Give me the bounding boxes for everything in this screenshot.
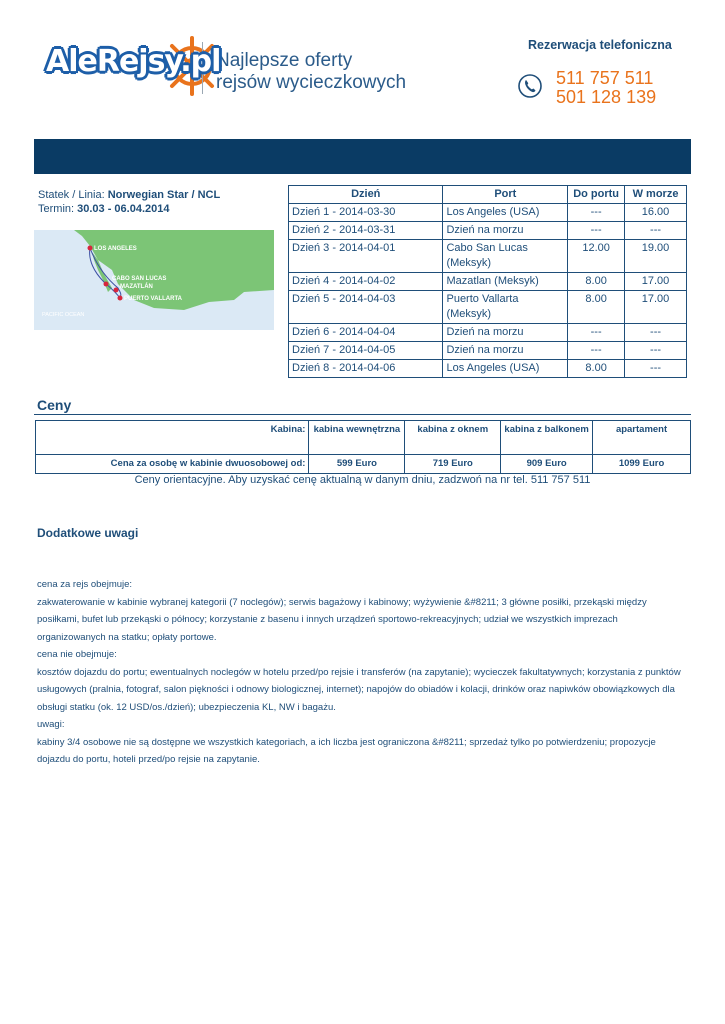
cell-port: Los Angeles (USA) [443, 204, 568, 222]
cell-day: Dzień 7 - 2014-04-05 [289, 342, 443, 360]
itinerary-header-row [289, 186, 687, 204]
tagline-line-1: Najlepsze oferty [216, 50, 353, 71]
table-row [289, 204, 687, 222]
table-row [289, 240, 687, 273]
cell-day: Dzień 6 - 2014-04-04 [289, 324, 443, 342]
table-row [289, 291, 687, 324]
cell-arrival: 8.00 [568, 273, 625, 291]
col-header-arrival: Do portu [568, 186, 625, 204]
cell-port: Mazatlan (Meksyk) [443, 273, 568, 291]
phone-title: Rezerwacja telefoniczna [528, 38, 672, 52]
prices-table [35, 420, 691, 474]
cabin-label: Kabina: [36, 421, 309, 455]
term-label: Termin: [38, 203, 75, 215]
cell-departure: 17.00 [625, 291, 687, 324]
route-map [34, 230, 274, 330]
col-header-port: Port [443, 186, 568, 204]
table-row [289, 324, 687, 342]
table-row [289, 222, 687, 240]
cabin-window: kabina z oknem [405, 421, 501, 455]
price-inside: 599 Euro [309, 455, 405, 474]
map-label-ocean: PACIFIC OCEAN [42, 312, 85, 318]
cell-port: Dzień na morzu [443, 342, 568, 360]
cell-arrival: --- [568, 222, 625, 240]
price-row [36, 455, 691, 474]
cell-arrival: 8.00 [568, 360, 625, 378]
cell-departure: --- [625, 360, 687, 378]
ship-info [38, 188, 220, 216]
logo[interactable] [42, 34, 221, 98]
cell-arrival: 8.00 [568, 291, 625, 324]
cabin-suite: apartament [593, 421, 691, 455]
cell-departure: 16.00 [625, 204, 687, 222]
cell-arrival: 12.00 [568, 240, 625, 273]
phone-number-2[interactable]: 501 128 139 [556, 87, 657, 107]
price-note: Ceny orientacyjne. Aby uzyskać cenę aktualną w danym dniu, zadzwoń na nr tel. 511 757 511 [134, 474, 591, 486]
price-window: 719 Euro [405, 455, 501, 474]
table-row [289, 360, 687, 378]
cell-port: Los Angeles (USA) [443, 360, 568, 378]
cell-port: Dzień na morzu [443, 324, 568, 342]
phone-number-1[interactable]: 511 757 511 [556, 68, 654, 88]
ship-value: Norwegian Star / NCL [107, 189, 221, 201]
map-label-puerto-vallarta: PUERTO VALLARTA [124, 296, 182, 302]
phone-reservation [518, 38, 698, 107]
term-value: 30.03 - 06.04.2014 [77, 203, 170, 215]
cell-day: Dzień 2 - 2014-03-31 [289, 222, 443, 240]
remarks-included-text: zakwaterowanie w kabinie wybranej kategorii (7 noclegów); serwis bagażowy i kabinowy; wyżywienie &#8211; 3 główne posiłki, przekąski między posiłkami, bufet lub przekąski o północy; korzystanie z basenu i innych urządzeń sportowo-rekreacyjnych; udział we wszystkich imprezach organizowanych na statku; opłaty portowe. [37, 596, 647, 643]
col-header-day: Dzień [289, 186, 443, 204]
phone-icon [518, 74, 542, 98]
cell-day: Dzień 3 - 2014-04-01 [289, 240, 443, 273]
remarks-notes-heading: uwagi: [37, 719, 65, 730]
cell-departure: --- [625, 324, 687, 342]
cell-arrival: --- [568, 204, 625, 222]
price-balcony: 909 Euro [501, 455, 593, 474]
tagline-line-2: rejsów wycieczkowych [216, 72, 407, 93]
col-header-departure: W morze [625, 186, 687, 204]
price-label: Cena za osobę w kabinie dwuosobowej od: [36, 455, 309, 474]
prices-divider [34, 414, 691, 415]
map-label-mazatlan: MAZATLÁN [120, 284, 153, 290]
remarks-excluded-text: kosztów dojazdu do portu; ewentualnych noclegów w hotelu przed/po rejsie i transferów (na zapytanie); wycieczek fakultatywnych; korzystania z punktów usługowych (pralnia, fotograf, salon piękności i odnowy biologicznej, internet); napojów do obiadów i kolacji, drinków oraz napiwków obowiązkowych dla obsługi statku (ok. 12 USD/os./dzień); ubezpieczenia KL, NW i bagażu. [37, 666, 681, 713]
cell-day: Dzień 4 - 2014-04-02 [289, 273, 443, 291]
table-row [289, 342, 687, 360]
map-label-los-angeles: LOS ANGELES [94, 246, 137, 252]
cell-port: Cabo San Lucas (Meksyk) [443, 240, 568, 273]
cell-day: Dzień 1 - 2014-03-30 [289, 204, 443, 222]
cell-departure: 19.00 [625, 240, 687, 273]
tagline [216, 50, 406, 94]
cabin-row [36, 421, 691, 455]
cabin-inside: kabina wewnętrzna [309, 421, 405, 455]
table-row [289, 273, 687, 291]
cell-day: Dzień 5 - 2014-04-03 [289, 291, 443, 324]
cell-port: Puerto Vallarta (Meksyk) [443, 291, 568, 324]
remarks-title: Dodatkowe uwagi [37, 526, 139, 540]
cabin-balcony: kabina z balkonem [501, 421, 593, 455]
title-banner [34, 139, 691, 174]
remarks-body [37, 576, 687, 769]
cell-departure: --- [625, 342, 687, 360]
header [0, 0, 725, 110]
itinerary-table [288, 185, 687, 378]
cell-port: Dzień na morzu [443, 222, 568, 240]
prices-title: Ceny [37, 397, 72, 413]
cell-arrival: --- [568, 324, 625, 342]
price-suite: 1099 Euro [593, 455, 691, 474]
map-label-cabo: CABO SAN LUCAS [112, 276, 167, 282]
cell-departure: --- [625, 222, 687, 240]
remarks-notes-text: kabiny 3/4 osobowe nie są dostępne we wszystkich kategoriach, a ich liczba jest ograniczona &#8211; sprzedaż tylko po potwierdzeniu; propozycje dojazdu do portu, hoteli przed/po rejsie na zapytanie. [37, 736, 656, 765]
remarks-included-heading: cena za rejs obejmuje: [37, 579, 133, 590]
ship-label: Statek / Linia: [38, 189, 105, 201]
logo-text: AleRejsy.pl [46, 44, 221, 79]
cell-day: Dzień 8 - 2014-04-06 [289, 360, 443, 378]
cell-departure: 17.00 [625, 273, 687, 291]
remarks-excluded-heading: cena nie obejmuje: [37, 649, 117, 660]
cell-arrival: --- [568, 342, 625, 360]
